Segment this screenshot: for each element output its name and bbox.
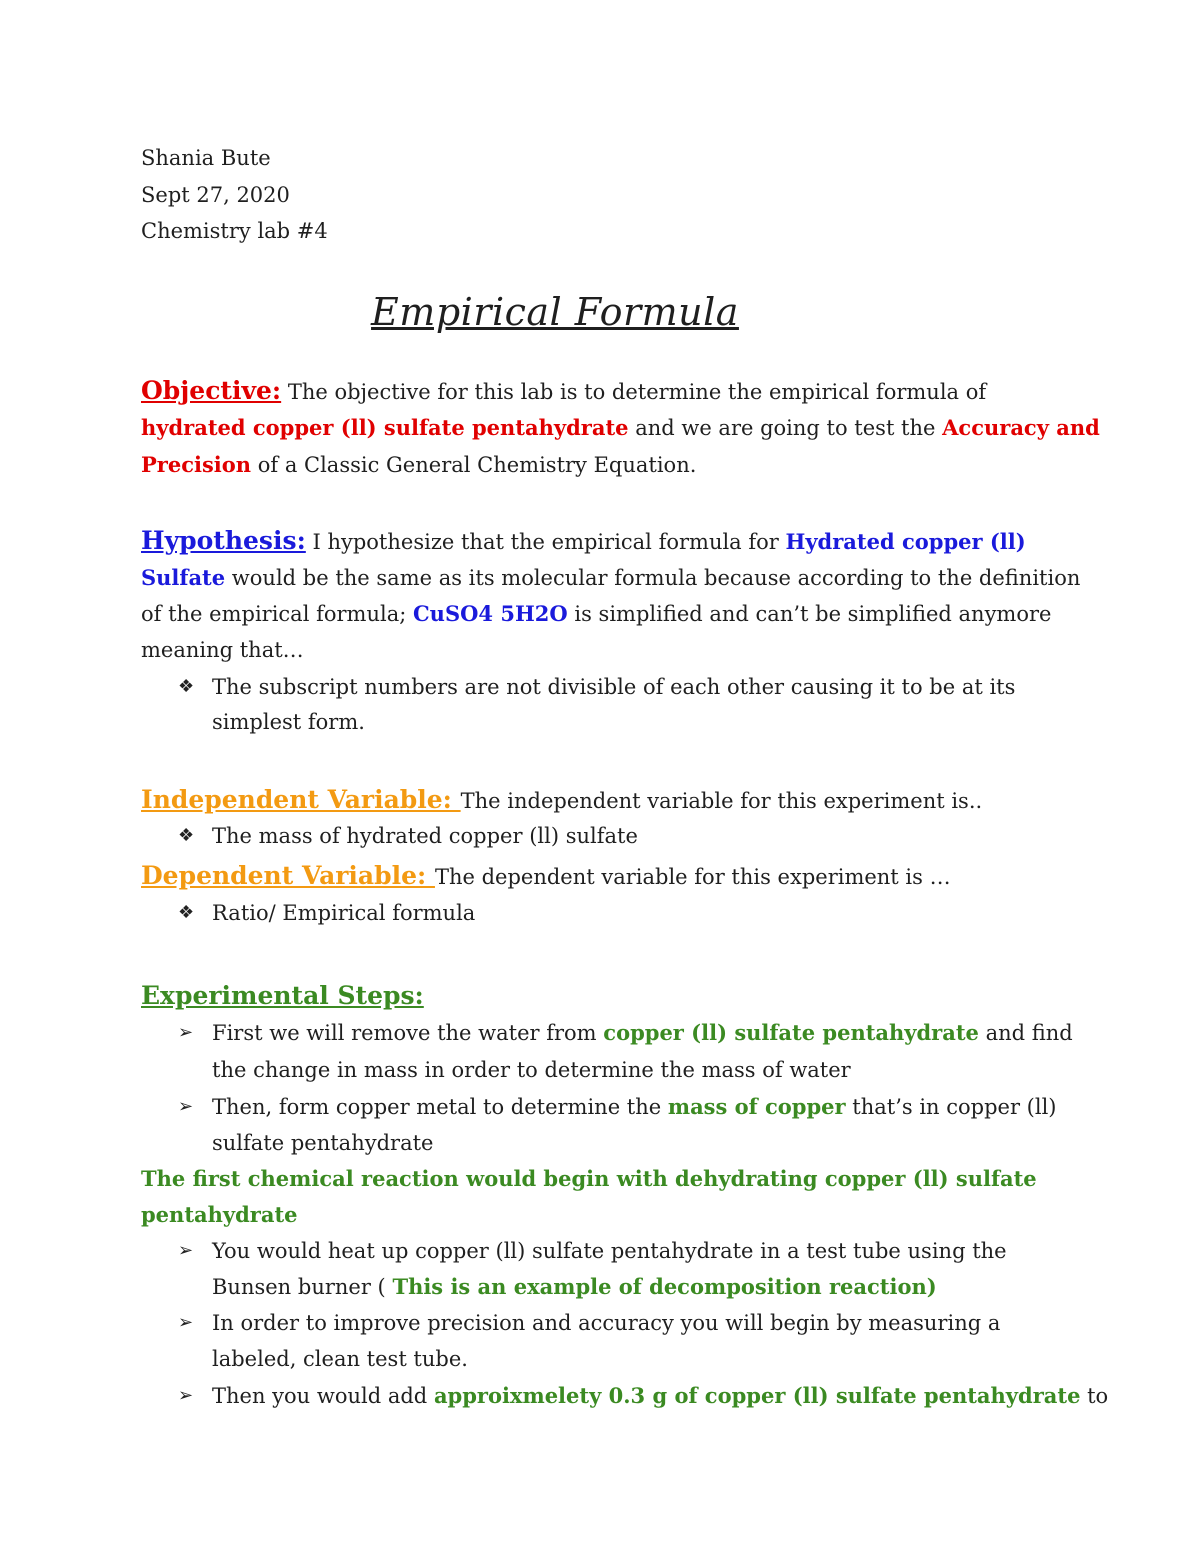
objective-text: and we are going to test the [628,416,943,440]
dependent-variable-bullet: Ratio/ Empirical formula [212,901,476,925]
hypothesis-bullet-line-2: simplest form. [212,710,365,734]
hypothesis-heading: Hypothesis: [141,526,306,555]
reaction-note-line-2: pentahydrate [141,1202,298,1227]
hypothesis-text: would be the same as its molecular formula because according to the definition [225,566,1081,590]
diamond-bullet-icon: ❖ [178,825,195,846]
dependent-variable-text: The dependent variable for this experiment is … [434,865,951,889]
objective-highlight: Precision [141,452,252,477]
step-4-line-2: labeled, clean test tube. [212,1347,468,1371]
hypothesis-highlight: Hydrated copper (ll) [785,529,1026,554]
step-text: to [1080,1384,1109,1408]
diamond-bullet-icon: ❖ [178,902,195,923]
document-title: Empirical Formula [371,290,739,334]
objective-highlight: Accuracy and [942,415,1100,440]
arrow-bullet-icon: ➢ [178,1096,194,1117]
step-highlight: This is an example of decomposition reaction) [392,1274,937,1299]
experimental-steps-line [141,981,424,1012]
independent-variable-bullet: The mass of hydrated copper (ll) sulfate [212,824,638,848]
arrow-bullet-icon: ➢ [178,1240,194,1261]
dependent-variable-heading: Dependent Variable: [141,861,435,890]
hypothesis-bullet-line-1: The subscript numbers are not divisible of each other causing it to be at its [212,675,1016,699]
hypothesis-highlight: Sulfate [141,565,226,590]
date: Sept 27, 2020 [141,183,290,207]
step-highlight: copper (ll) sulfate pentahydrate [603,1020,979,1045]
hypothesis-text: is simplified and can’t be simplified anymore [567,602,1052,626]
objective-text: of a Classic General Chemistry Equation. [251,453,697,477]
hypothesis-line-1 [141,526,1026,557]
step-1-line-1 [212,1018,1073,1048]
step-4-line-1: In order to improve precision and accuracy you will begin by measuring a [212,1311,1001,1335]
step-text: Bunsen burner ( [212,1275,393,1299]
experimental-steps-heading: Experimental Steps: [141,981,424,1010]
hypothesis-line-2 [141,563,1080,593]
objective-text: The objective for this lab is to determine the empirical formula of [281,380,987,404]
step-highlight: approixmelety 0.3 g of copper (ll) sulfate pentahydrate [433,1383,1081,1408]
step-highlight: mass of copper [667,1094,846,1119]
step-text: that’s in copper (ll) [845,1095,1057,1119]
step-5-line-1 [212,1381,1108,1411]
hypothesis-text: of the empirical formula; [141,602,413,626]
hypothesis-text: I hypothesize that the empirical formula for [305,530,786,554]
reaction-note-line-1: The first chemical reaction would begin with dehydrating copper (ll) sulfate [141,1166,1037,1191]
step-text: and find [978,1021,1073,1045]
step-3-line-2 [212,1272,937,1302]
objective-line-2 [141,413,1100,443]
course-label: Chemistry lab #4 [141,219,328,243]
hypothesis-line-4: meaning that… [141,638,304,662]
objective-heading: Objective: [141,376,282,405]
independent-variable-line [141,785,982,816]
dependent-variable-line [141,861,951,892]
step-2-line-1 [212,1092,1057,1122]
hypothesis-formula: CuSO4 5H2O [412,601,568,626]
step-1-line-2: the change in mass in order to determine the mass of water [212,1058,851,1082]
objective-highlight: hydrated copper (ll) sulfate pentahydrate [141,415,629,440]
objective-line-3 [141,450,696,480]
arrow-bullet-icon: ➢ [178,1022,194,1043]
step-2-line-2: sulfate pentahydrate [212,1131,434,1155]
arrow-bullet-icon: ➢ [178,1385,194,1406]
arrow-bullet-icon: ➢ [178,1312,194,1333]
independent-variable-heading: Independent Variable: [141,785,461,814]
step-text: Then you would add [212,1384,434,1408]
independent-variable-text: The independent variable for this experiment is.. [460,789,983,813]
objective-line-1 [141,376,986,407]
diamond-bullet-icon: ❖ [178,676,195,697]
step-text: First we will remove the water from [212,1021,604,1045]
hypothesis-line-3 [141,599,1051,629]
step-text: Then, form copper metal to determine the [212,1095,668,1119]
author-name: Shania Bute [141,146,271,170]
step-3-line-1: You would heat up copper (ll) sulfate pentahydrate in a test tube using the [212,1239,1007,1263]
